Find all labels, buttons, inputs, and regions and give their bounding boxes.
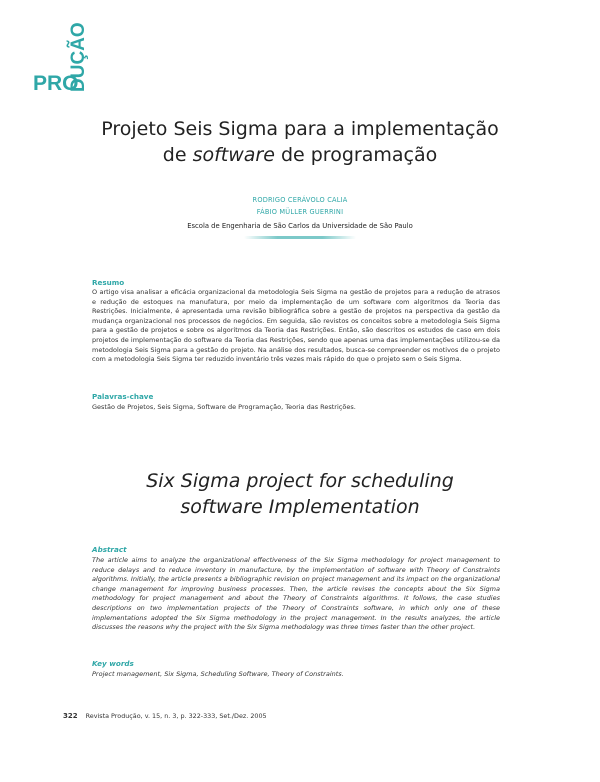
page-footer [63, 712, 267, 720]
title-en-line1: Six Sigma project for scheduling [146, 470, 454, 492]
abstract-heading-en: Abstract [92, 545, 127, 554]
title-pt-line2-pre: de [162, 144, 193, 166]
decorative-divider [244, 236, 356, 239]
title-en-line2: software Implementation [180, 496, 420, 518]
author-2: FÁBIO MÜLLER GUERRINI [256, 208, 344, 216]
logo-pro-text: PRO [33, 72, 79, 95]
keywords-heading-pt: Palavras-chave [92, 392, 154, 401]
title-pt-line1: Projeto Seis Sigma para a implementação [101, 118, 499, 140]
keywords-pt: Gestão de Projetos, Seis Sigma, Software de Programação, Teoria das Restrições. [92, 403, 356, 411]
affiliation: Escola de Engenharia de São Carlos da Universidade de São Paulo [187, 222, 413, 230]
journal-logo [33, 22, 93, 100]
logo-ducao-text: DUÇÃO [68, 22, 89, 92]
abstract-en: The article aims to analyze the organizational effectiveness of the Six Sigma methodology for project management to reduce delays and to reduce inventory in manufacture, by the implementation of software with Theory of Constraints algorithms. Initially, the article presents a bibliographic revision on project management and its impact on the organizational change management for improving business processes. Then, the article revises the concepts about the Six Sigma methodology for project management and about the Theory of Constraints algorithms. It follows, the case studies descriptions on two implementation projects of the Theory of Constraints software, in which only one of these implementations adopted the Six Sigma methodology in the project management. In the results analyzes, the article discusses the reasons why the project with the Six Sigma methodology was three times faster than the other project. [92, 556, 500, 632]
title-pt-line2 [0, 142, 600, 168]
article-title-en [0, 468, 600, 520]
keywords-heading-en: Key words [92, 659, 134, 668]
page-number: 322 [63, 712, 78, 720]
author-1: RODRIGO CERÁVOLO CALIA [252, 196, 348, 204]
abstract-heading-pt: Resumo [92, 278, 125, 287]
article-title-pt [0, 116, 600, 168]
abstract-pt: O artigo visa analisar a eficácia organizacional da metodologia Seis Sigma na gestão de projetos para a redução de atrasos e redução de estoques na manufatura, por meio da implementação de um software com algoritmos da Teoria das Restrições. Inicialmente, é apresentada uma revisão bibliográfica sobre a gestão de projetos na perspectiva da gestão da mudança organizacional nos processos de negócios. Em seguida, são revistos os conceitos sobre a metodologia Seis Sigma para a gestão de projetos e sobre os algoritmos da Teoria das Restrições. Então, são descritos os estudos de caso em dois projetos de implementação do software da Teoria das Restrições, sendo que apenas uma das implementações utilizou-se da metodologia Seis Sigma para a gestão do projeto. Na análise dos resultados, busca-se compreender os motivos de o projeto com a metodologia Seis Sigma ter reduzido inventário três vezes mais rápido do que o projeto sem o Seis Sigma. [92, 288, 500, 364]
journal-citation: Revista Produção, v. 15, n. 3, p. 322-333, Set./Dez. 2005 [85, 712, 267, 720]
keywords-en: Project management, Six Sigma, Scheduling Software, Theory of Constraints. [92, 670, 344, 678]
title-pt-line2-software: software [192, 144, 275, 166]
title-pt-line2-post: de programação [274, 144, 438, 166]
